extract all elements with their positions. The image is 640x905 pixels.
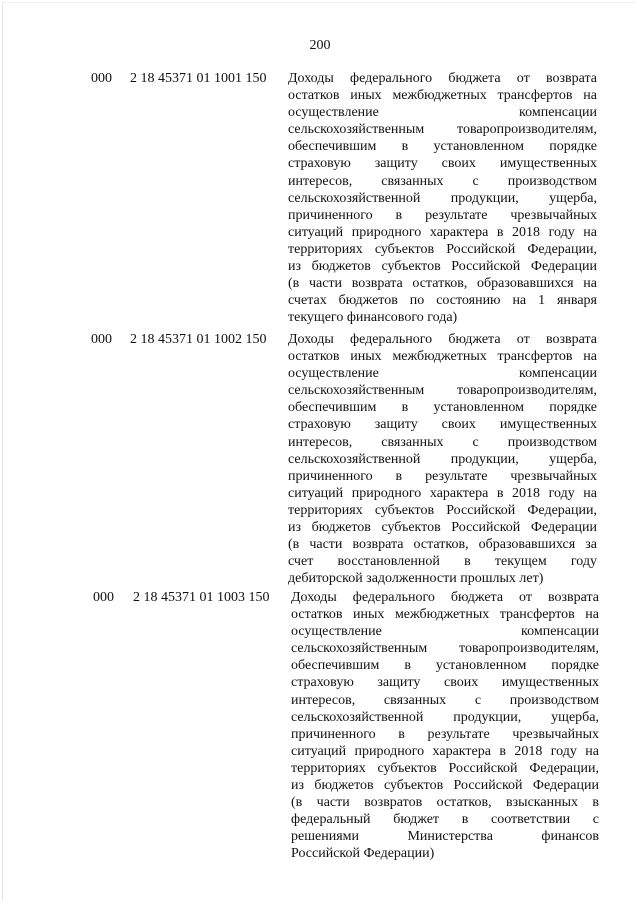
description-line: сельскохозяйственной продукции, ущерба,: [288, 190, 597, 206]
description-line: ситуаций природного характера в 2018 году на: [288, 224, 597, 240]
kbk-code: 2 18 45371 01 1003 150: [133, 590, 270, 605]
description-line: территориях субъектов Российской Федерации,: [288, 241, 597, 257]
description-line: страховую защиту своих имущественных: [288, 417, 597, 433]
description-line: страховую защиту своих имущественных: [288, 156, 597, 172]
description-line: из бюджетов субъектов Российской Федерации: [288, 520, 597, 536]
description-line: сельскохозяйственной продукции, ущерба,: [291, 709, 599, 725]
description-line: осуществление компенсации: [288, 105, 597, 121]
description-line: территориях субъектов Российской Федерации,: [291, 760, 599, 776]
description-line: текущего финансового года): [288, 310, 458, 326]
entry-description: [291, 589, 599, 863]
description-line: ситуаций природного характера в 2018 году на: [288, 485, 597, 501]
description-line: (в части возврата остатков, образовавшихся на: [288, 276, 597, 292]
description-line: из бюджетов субъектов Российской Федерации: [288, 259, 597, 275]
description-line: причиненного в результате чрезвычайных: [291, 726, 599, 742]
description-line: интересов, связанных с производством: [291, 692, 599, 708]
description-line: Доходы федерального бюджета от возврата: [288, 332, 597, 347]
description-line: обеспечившим в установленном порядке: [288, 400, 597, 416]
description-line: (в части возврата остатков, образовавшихся за: [288, 537, 597, 553]
description-line: обеспечившим в установленном порядке: [288, 139, 597, 155]
description-line: осуществление компенсации: [288, 366, 597, 382]
description-line: интересов, связанных с производством: [288, 434, 597, 450]
description-line: остатков иных межбюджетных трансфертов на: [288, 349, 597, 365]
description-line: причиненного в результате чрезвычайных: [288, 468, 597, 484]
description-line: остатков иных межбюджетных трансфертов на: [288, 88, 597, 104]
admin-code: 000: [91, 332, 112, 347]
description-line: сельскохозяйственным товаропроизводителям,: [291, 641, 599, 657]
description-line: счет восстановленной в текущем году: [288, 554, 597, 570]
description-line: сельскохозяйственным товаропроизводителям,: [288, 122, 597, 138]
description-line: счетах бюджетов по состоянию на 1 января: [288, 293, 597, 309]
page-number: 200: [309, 38, 331, 53]
description-line: интересов, связанных с производством: [288, 173, 597, 189]
entry-description: [288, 70, 597, 326]
description-line: ситуаций природного характера в 2018 году на: [291, 743, 599, 759]
description-line: причиненного в результате чрезвычайных: [288, 207, 597, 223]
admin-code: 000: [93, 590, 114, 605]
description-line: дебиторской задолженности прошлых лет): [288, 571, 544, 587]
admin-code: 000: [91, 71, 112, 86]
description-line: (в части возвратов остатков, взысканных в: [291, 795, 599, 811]
description-line: осуществление компенсации: [291, 624, 599, 640]
description-line: Российской Федерации): [291, 846, 435, 862]
description-line: федеральный бюджет в соответствии с: [291, 812, 599, 828]
description-line: из бюджетов субъектов Российской Федерации: [291, 778, 599, 794]
description-line: Доходы федерального бюджета от возврата: [288, 71, 597, 86]
description-line: страховую защиту своих имущественных: [291, 675, 599, 691]
description-line: обеспечившим в установленном порядке: [291, 658, 599, 674]
description-line: решениями Министерства финансов: [291, 829, 599, 845]
description-line: остатков иных межбюджетных трансфертов на: [291, 607, 599, 623]
kbk-code: 2 18 45371 01 1002 150: [130, 332, 267, 347]
description-line: сельскохозяйственной продукции, ущерба,: [288, 451, 597, 467]
description-line: сельскохозяйственным товаропроизводителям,: [288, 383, 597, 399]
entry-description: [288, 331, 597, 587]
description-line: Доходы федерального бюджета от возврата: [291, 590, 599, 605]
kbk-code: 2 18 45371 01 1001 150: [130, 71, 267, 86]
description-line: территориях субъектов Российской Федерации,: [288, 502, 597, 518]
